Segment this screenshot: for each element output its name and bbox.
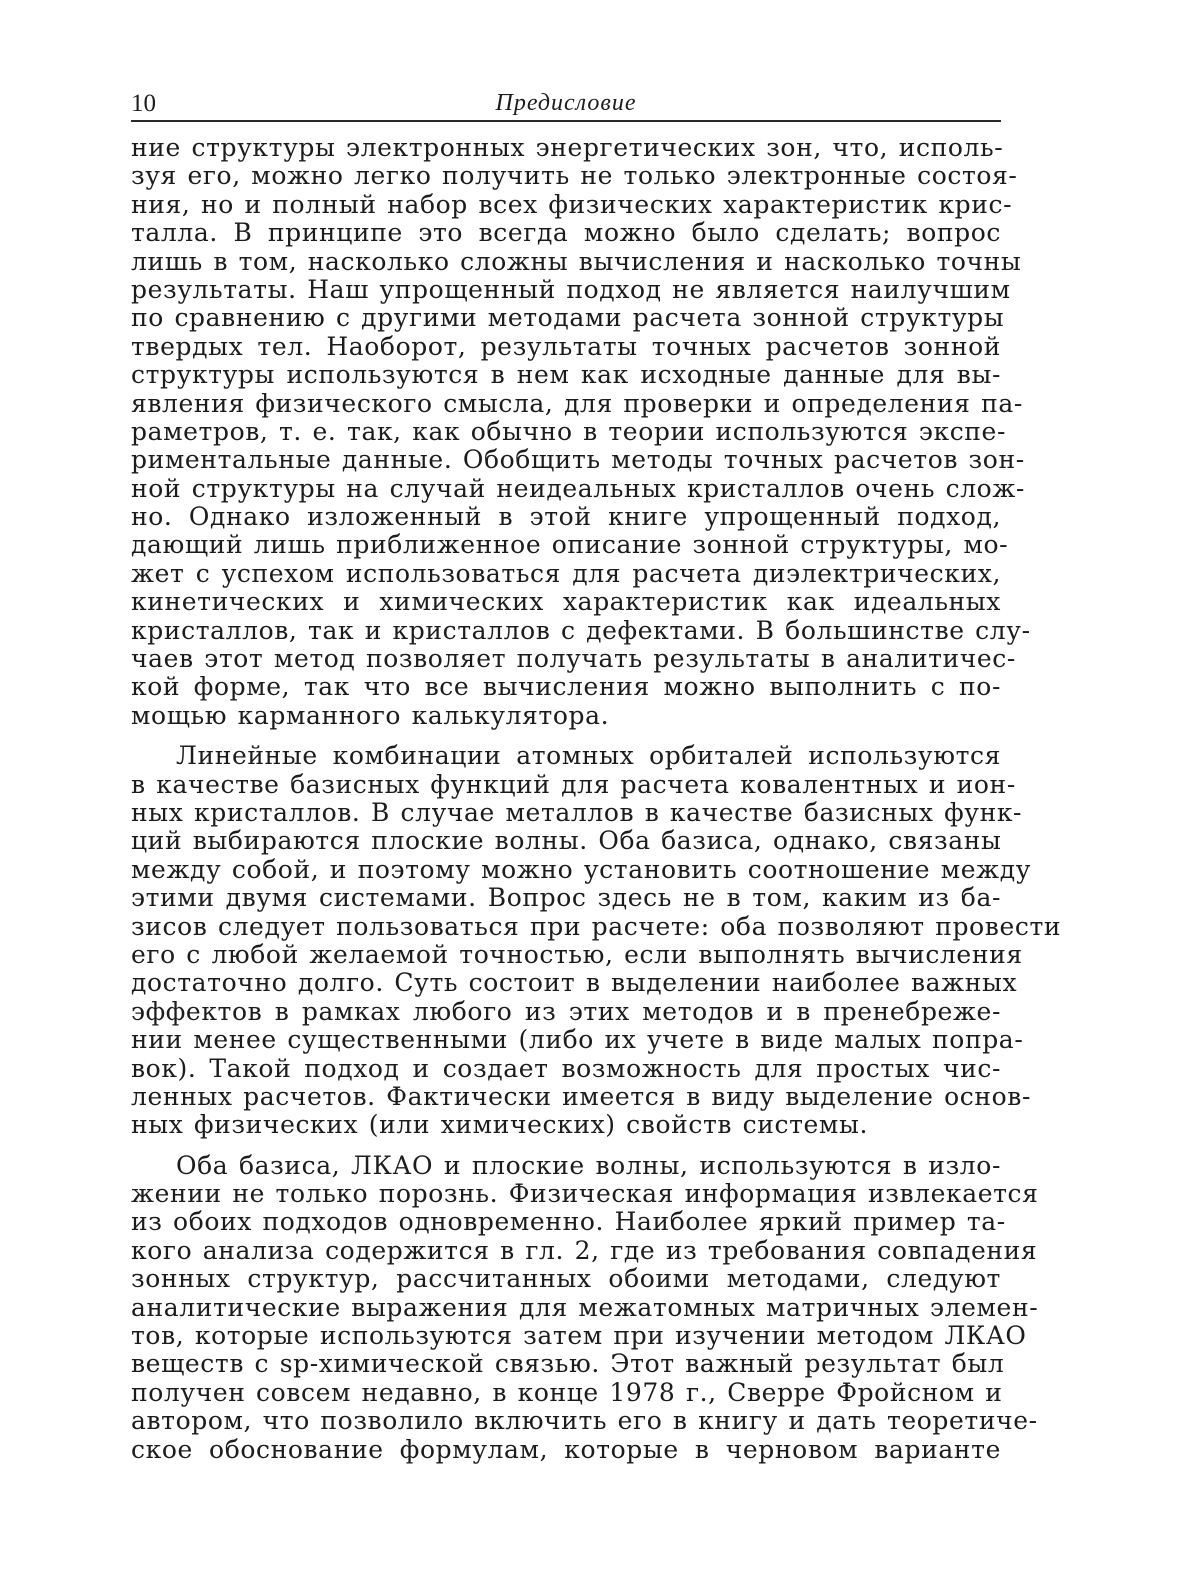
text-line: Оба базиса, ЛКАО и плоские волны, используются в изло- [176, 1150, 1001, 1180]
text-line: кого анализа содержится в гл. 2, где из требования совпадения [131, 1235, 1038, 1265]
text-line: достаточно долго. Суть состоит в выделении наиболее важных [131, 968, 1018, 998]
text-line: ных кристаллов. В случае металлов в качестве базисных функ- [131, 797, 1023, 827]
text-line: риментальные данные. Обобщить методы точных расчетов зон- [131, 445, 1025, 475]
text-line: лишь в том, насколько сложны вычисления и насколько точны [131, 246, 1022, 276]
page-number: 10 [131, 90, 156, 117]
text-line: явления физического смысла, для проверки и определения па- [131, 388, 1023, 418]
book-page [131, 86, 1062, 1476]
text-line: этими двумя системами. Вопрос здесь не в том, каким из ба- [131, 883, 1001, 913]
text-line: дающий лишь приближенное описание зонной структуры, мо- [131, 530, 1009, 560]
text-line: кристаллов, так и кристаллов с дефектами. В большинстве слу- [131, 615, 1031, 645]
paragraph-3 [131, 1150, 1039, 1464]
text-line: кой форме, так что все вычисления можно выполнить с по- [131, 672, 1001, 702]
text-line: зуя его, можно легко получить не только электронные состоя- [131, 161, 1018, 191]
text-line: ций выбираются плоские волны. Оба базиса, однако, связаны [131, 826, 1002, 856]
text-line: структуры используются в нем как исходные данные для вы- [131, 360, 1001, 390]
text-line: ленных расчетов. Фактически имеется в виду выделение основ- [131, 1081, 1032, 1111]
text-line: из обоих подходов одновременно. Наиболее яркий пример та- [131, 1207, 1006, 1237]
text-line: кинетических и химических характеристик как идеальных [131, 587, 1001, 617]
text-line: получен совсем недавно, в конце 1978 г., Сверре Фройсном и [131, 1377, 1003, 1407]
text-line: зонных структур, рассчитанных обоими методами, следуют [131, 1264, 1001, 1294]
text-line: раметров, т. е. так, как обычно в теории используются экспе- [131, 416, 1006, 446]
text-line: аналитические выражения для межатомных матричных элемен- [131, 1292, 1039, 1322]
text-line: между собой, и поэтому можно установить соотношение между [131, 854, 1032, 884]
text-line: вок). Такой подход и создает возможность для простых чис- [131, 1053, 1001, 1083]
text-line: мощью карманного калькулятора. [131, 700, 610, 730]
text-line: эффектов в рамках любого из этих методов и в пренебреже- [131, 996, 1001, 1026]
text-line: ния, но и полный набор всех физических характеристик крис- [131, 189, 1013, 219]
section-title: Предисловие [495, 90, 637, 116]
text-line: ной структуры на случай неидеальных кристаллов очень слож- [131, 473, 1025, 503]
text-line: но. Однако изложенный в этой книге упрощенный подход, [131, 502, 1001, 532]
text-line: ных физических (или химических) свойств системы. [131, 1110, 869, 1140]
text-line: талла. В принципе это всегда можно было сделать; вопрос [131, 218, 1001, 248]
text-line: результаты. Наш упрощенный подход не является наилучшим [131, 274, 1011, 304]
text-line: жении не только порознь. Физическая информация извлекается [131, 1179, 1039, 1209]
text-line: его с любой желаемой точностью, если выполнять вычисления [131, 939, 1023, 969]
paragraph-1 [131, 133, 1031, 730]
text-line: твердых тел. Наоборот, результаты точных расчетов зонной [131, 331, 1001, 361]
text-line: в качестве базисных функций для расчета ковалентных и ион- [131, 769, 1016, 799]
text-line: автором, что позволило включить его в книгу и дать теоретиче- [131, 1406, 1038, 1436]
text-line: чаев этот метод позволяет получать результаты в аналитичес- [131, 644, 1016, 674]
paragraph-2 [131, 741, 1062, 1140]
text-line: тов, которые используются затем при изучении методом ЛКАО [131, 1321, 1027, 1351]
body-text [131, 133, 1062, 1464]
text-line: зисов следует пользоваться при расчете: оба позволяют провести [131, 911, 1062, 941]
text-line: нии менее существенными (либо их учете в виде малых попра- [131, 1025, 1024, 1055]
text-line: ние структуры электронных энергетических зон, что, исполь- [131, 133, 1004, 162]
text-line: веществ с sp-химической связью. Этот важный результат был [131, 1349, 1005, 1379]
text-line: Линейные комбинации атомных орбиталей используются [176, 741, 1001, 771]
running-head [131, 86, 1001, 122]
text-line: по сравнению с другими методами расчета зонной структуры [131, 303, 1005, 333]
text-line: жет с успехом использоваться для расчета диэлектрических, [131, 558, 1001, 588]
text-line: ское обоснование формулам, которые в черновом варианте [131, 1434, 1001, 1464]
